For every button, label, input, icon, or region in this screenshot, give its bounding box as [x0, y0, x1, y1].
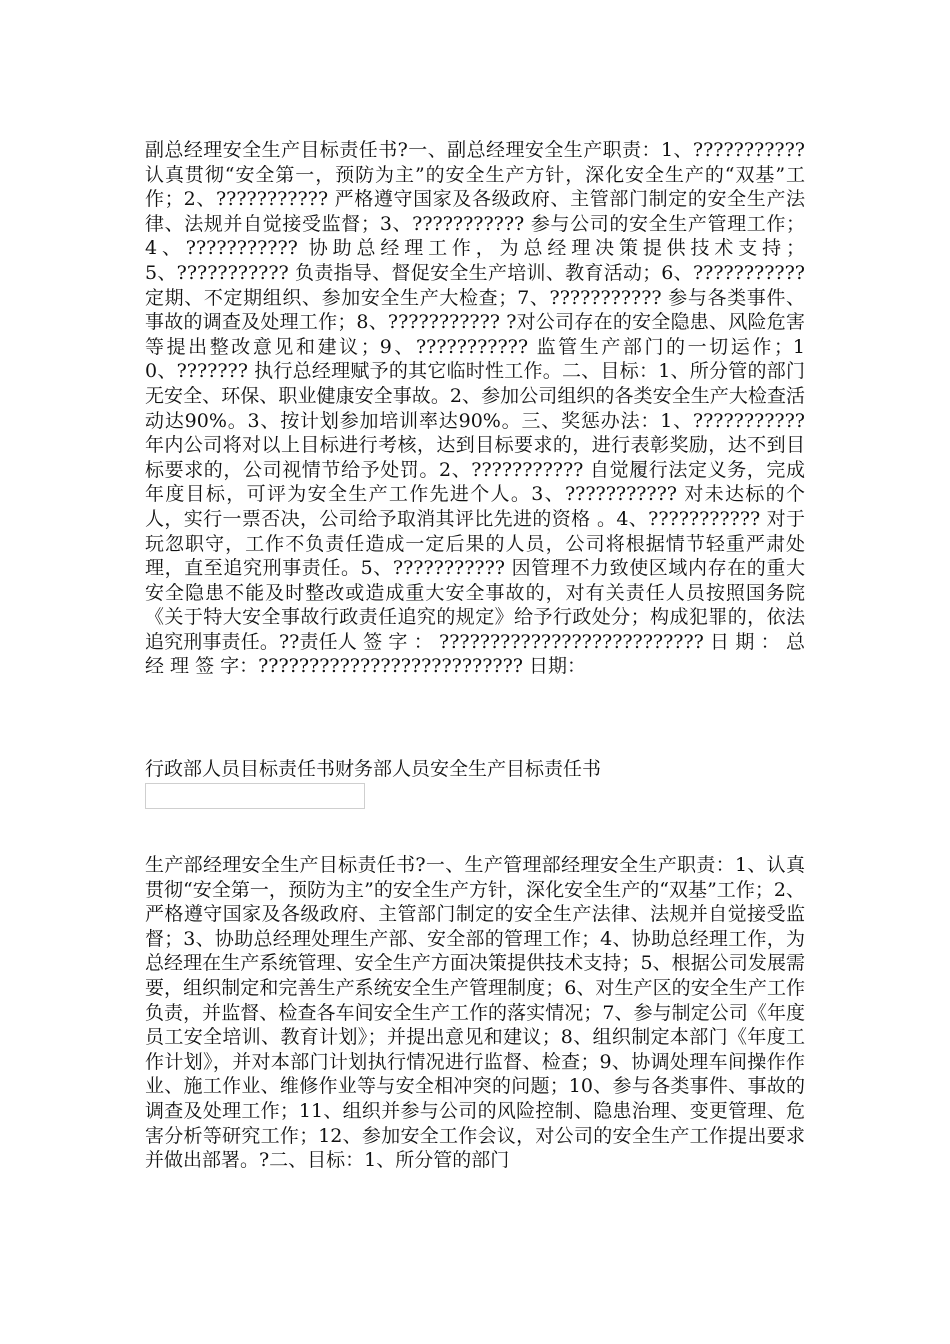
related-link-admin-dept[interactable]: 行政部人员目标责任书: [145, 758, 336, 780]
vice-gm-safety-responsibility-text: 副总经理安全生产目标责任书?一、副总经理安全生产职责：1、??????????? 认真贯彻“安全第一，预防为主”的安全生产方针，深化安全生产的“双基”工作；2、??????????? 严格遵守国家及各级政府、主管部门制定的安全生产法律、法规并自觉接受监督；3、??????????? 参与公司的安全生产管理工作；4、??????????? 协助总经理工作，为总经理决策提供技术支持；5、??????????? 负责指导、督促安全生产培训、教育活动；6、??????????? 定期、不定期组织、参加安全生产大检查；7、??????????? 参与各类事件、事故的调查及处理工作；8、??????????? ?对公司存在的安全隐患、风险危害等提出整改意见和建议；9、??????????? 监管生产部门的一切运作；10、??????? 执行总经理赋予的其它临时性工作。二、目标：1、所分管的部门无安全、环保、职业健康安全事故。2、参加公司组织的各类安全生产大检查活动达90%。3、按计划参加培训率达90%。三、奖惩办法：1、??????????? 年内公司将对以上目标进行考核，达到目标要求的，进行表彰奖励，达不到目标要求的，公司视情节给予处罚。2、??????????? 自觉履行法定义务，完成年度目标，可评为安全生产工作先进个人。3、??????????? 对未达标的个人，实行一票否决，公司给予取消其评比先进的资格 。4、??????????? 对于玩忽职守，工作不负责任造成一定后果的人员，公司将根据情节轻重严肃处理，直至追究刑事责任。5、??????????? 因管理不力致使区域内存在的重大安全隐患不能及时整改或造成重大安全事故的，对有关责任人员按照国务院《关于特大安全事故行政责任追究的规定》给予行政处分；构成犯罪的，依法追究刑事责任。??责任人 签 字 ： ?????????????????????????? 日 期 ： 总 经 理 签 字：?????????????????????????? 日期：: [145, 139, 812, 678]
empty-input-box[interactable]: [145, 783, 365, 809]
related-link-finance-dept[interactable]: 财务部人员安全生产目标责任书: [335, 758, 602, 780]
related-documents: [145, 756, 601, 782]
production-manager-safety-responsibility-text: 生产部经理安全生产目标责任书?一、生产管理部经理安全生产职责：1、认真贯彻“安全第一，预防为主”的安全生产方针，深化安全生产的“双基”工作；2、严格遵守国家及各级政府、主管部门制定的安全生产法律、法规并自觉接受监督；3、协助总经理处理生产部、安全部的管理工作；4、协助总经理工作，为总经理在生产系统管理、安全生产方面决策提供技术支持；5、根据公司发展需要，组织制定和完善生产系统安全生产管理制度；6、对生产区的安全生产工作负责，并监督、检查各车间安全生产工作的落实情况；7、参与制定公司《年度员工安全培训、教育计划》；并提出意见和建议；8、组织制定本部门《年度工作计划》，并对本部门计划执行情况进行监督、检查；9、协调处理车间操作作业、施工作业、维修作业等与安全相冲突的问题；10、参与各类事件、事故的调查及处理工作；11、组织并参与公司的风险控制、隐患治理、变更管理、危害分析等研究工作；12、参加安全工作会议，对公司的安全生产工作提出要求并做出部署。?二、目标：1、所分管的部门: [145, 854, 805, 1172]
